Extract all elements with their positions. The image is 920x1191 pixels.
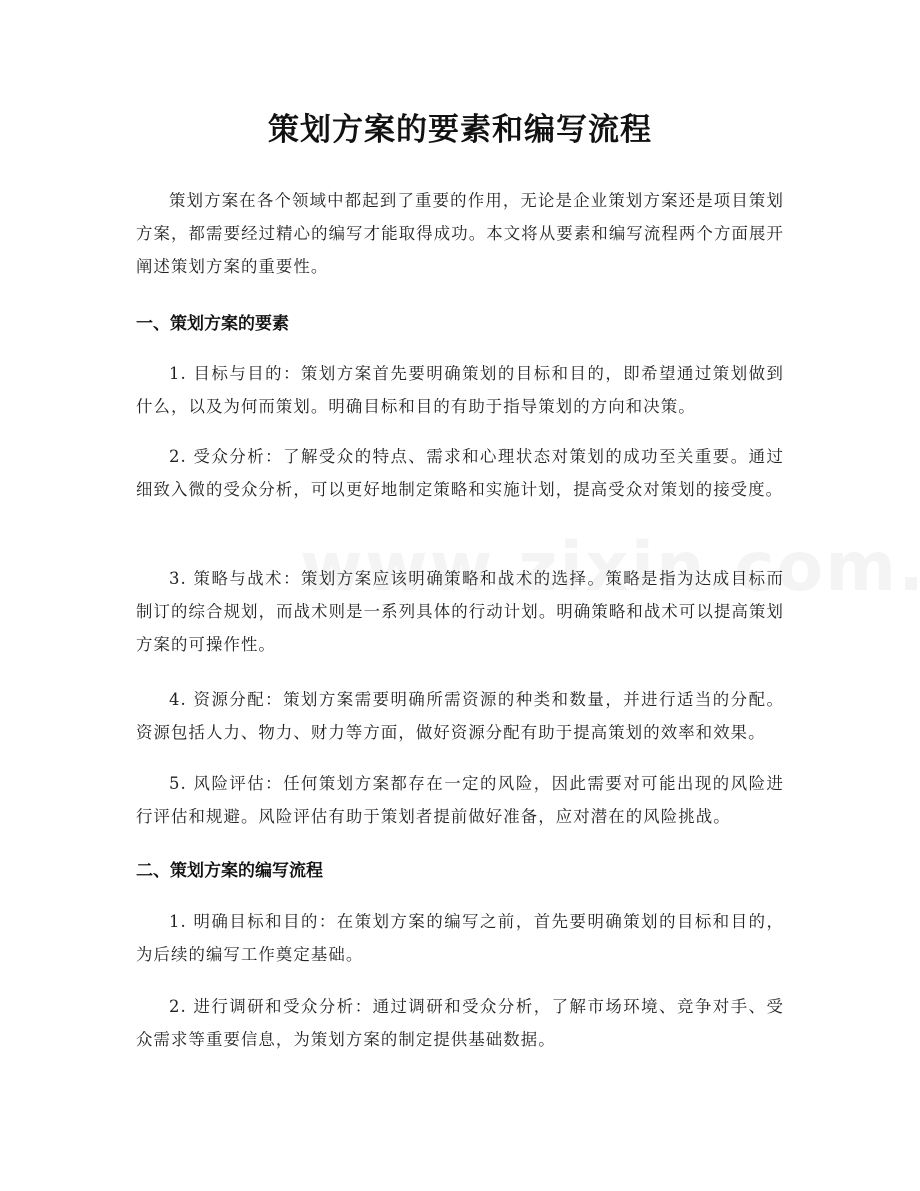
section-heading-process: 二、策划方案的编写流程 — [136, 861, 323, 881]
document-title: 策划方案的要素和编写流程 — [268, 112, 652, 148]
list-item: 4. 资源分配：策划方案需要明确所需资源的种类和数量，并进行适当的分配。资源包括人力、物力、财力等方面，做好资源分配有助于提高策划的效率和效果。 — [136, 690, 784, 742]
list-item: 2. 受众分析：了解受众的特点、需求和心理状态对策划的成功至关重要。通过细致入微的受众分析，可以更好地制定策略和实施计划，提高受众对策划的接受度。 — [136, 447, 784, 499]
section-heading-elements: 一、策划方案的要素 — [136, 314, 289, 334]
list-item: 3. 策略与战术：策划方案应该明确策略和战术的选择。策略是指为达成目标而制订的综合规划，而战术则是一系列具体的行动计划。明确策略和战术可以提高策划方案的可操作性。 — [136, 569, 784, 654]
list-item: 2. 进行调研和受众分析：通过调研和受众分析，了解市场环境、竞争对手、受众需求等重要信息，为策划方案的制定提供基础数据。 — [136, 997, 784, 1049]
list-item: 1. 目标与目的：策划方案首先要明确策划的目标和目的，即希望通过策划做到什么，以及为何而策划。明确目标和目的有助于指导策划的方向和决策。 — [136, 364, 784, 416]
intro-paragraph: 策划方案在各个领域中都起到了重要的作用，无论是企业策划方案还是项目策划方案，都需要经过精心的编写才能取得成功。本文将从要素和编写流程两个方面展开阐述策划方案的重要性。 — [136, 191, 784, 276]
list-item: 5. 风险评估：任何策划方案都存在一定的风险，因此需要对可能出现的风险进行评估和规避。风险评估有助于策划者提前做好准备，应对潜在的风险挑战。 — [136, 774, 784, 826]
list-item: 1. 明确目标和目的：在策划方案的编写之前，首先要明确策划的目标和目的，为后续的编写工作奠定基础。 — [136, 912, 784, 964]
